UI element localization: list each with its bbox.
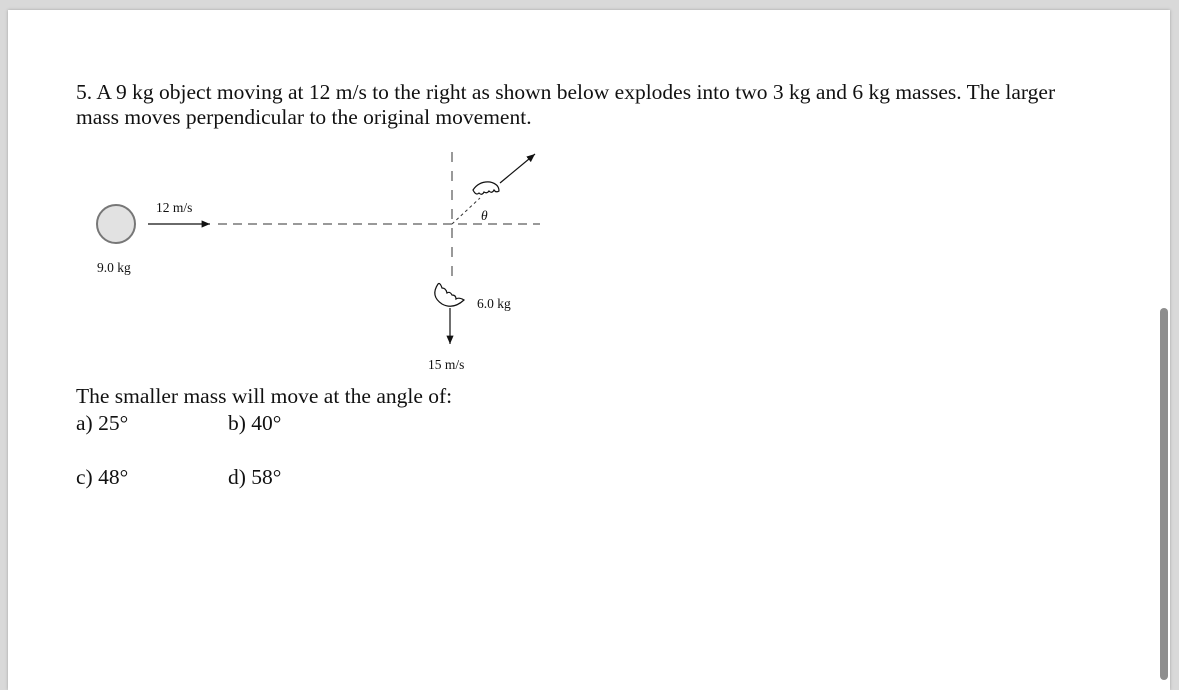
angle-reference-line — [452, 198, 480, 224]
choice-c: c) 48° — [76, 465, 129, 489]
choice-b: b) 40° — [228, 411, 282, 435]
angle-prompt: The smaller mass will move at the angle of: — [76, 384, 453, 408]
large-fragment-shape — [435, 284, 464, 307]
large-mass-label: 6.0 kg — [477, 296, 511, 311]
angle-theta-label: θ — [481, 208, 488, 223]
large-speed-label: 15 m/s — [428, 357, 465, 372]
initial-mass-ball — [97, 205, 135, 243]
choice-a: a) 25° — [76, 411, 129, 435]
choice-d: d) 58° — [228, 465, 282, 489]
initial-mass-label: 9.0 kg — [97, 260, 131, 275]
vertical-scrollbar[interactable] — [1160, 308, 1168, 680]
small-fragment-velocity-arrow — [500, 154, 535, 183]
small-fragment-shape — [473, 182, 499, 194]
question-text: 5. A 9 kg object moving at 12 m/s to the right as shown below explodes into two 3 kg and 6 kg masses. The larger mass moves perpendicular to the original movement. — [76, 80, 1056, 129]
initial-speed-label: 12 m/s — [156, 200, 193, 215]
